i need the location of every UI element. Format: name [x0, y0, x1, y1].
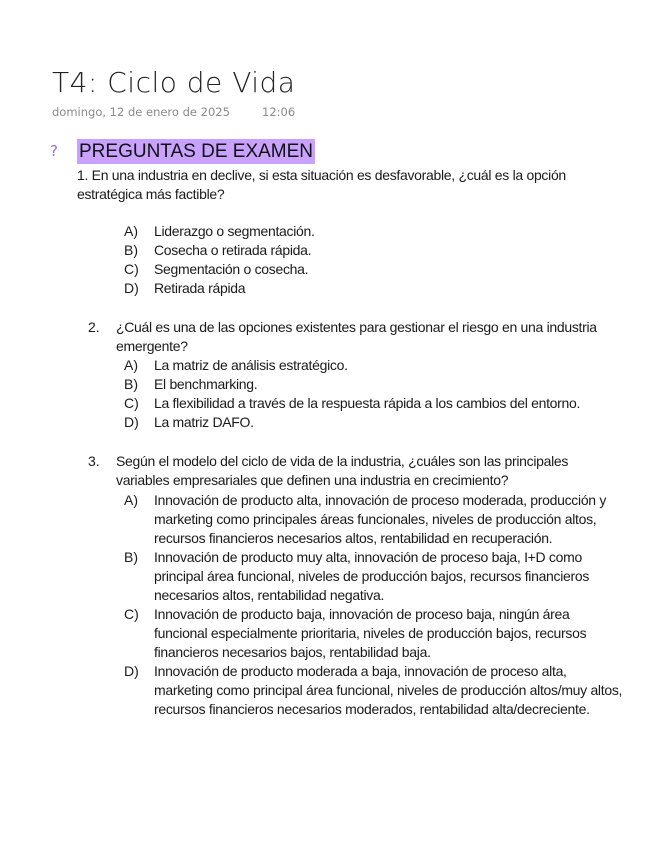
- q1-option-c-letter: C): [124, 261, 139, 277]
- q2-option-b-letter: B): [124, 376, 138, 392]
- section-heading: PREGUNTAS DE EXAMEN: [79, 141, 314, 162]
- q2-option-c-letter: C): [124, 395, 139, 411]
- note-date: domingo, 12 de enero de 2025: [52, 105, 230, 119]
- q1-option-a-letter: A): [124, 223, 138, 239]
- q1-option-b-letter: B): [124, 242, 138, 258]
- q3-option-a-text: Innovación de producto alta, innovación de proceso moderada, producción y marketing como principales áreas funcionales, niveles de producción altos, recursos financieros necesarios altos, rentabilidad en recuperación.: [154, 492, 607, 546]
- q2-option-b-text: El benchmarking.: [154, 376, 258, 392]
- question-icon[interactable]: ?: [50, 142, 58, 160]
- q1-option-d-text: Retirada rápida: [154, 280, 246, 296]
- q3-option-a-letter: A): [124, 492, 138, 508]
- page-title[interactable]: T4: Ciclo de Vida: [52, 66, 296, 99]
- q1-option-b-text: Cosecha o retirada rápida.: [154, 242, 312, 258]
- question-3-number: 3.: [88, 453, 100, 469]
- note-time: 12:06: [262, 105, 296, 119]
- q1-option-c-text: Segmentación o cosecha.: [154, 261, 309, 277]
- q3-option-c-text: Innovación de producto baja, innovación de proceso baja, ningún área funcional especialmente prioritaria, niveles de producción bajos, recursos financieros necesarios bajos, rentabilidad baja.: [154, 606, 587, 660]
- q2-option-a-letter: A): [124, 357, 138, 373]
- q3-option-d-text: Innovación de producto moderada a baja, innovación de proceso alta, marketing como principal área funcional, niveles de producción altos/muy altos, recursos financieros necesarios moderados, rentabilidad alta/decreciente.: [154, 663, 623, 717]
- q3-option-c-letter: C): [124, 606, 139, 622]
- q1-option-a-text: Liderazgo o segmentación.: [154, 223, 315, 239]
- question-2-text: ¿Cuál es una de las opciones existentes para gestionar el riesgo en una industria emergente?: [116, 319, 597, 354]
- question-3-text: Según el modelo del ciclo de vida de la industria, ¿cuáles son las principales variables empresariales que definen una industria en crecimiento?: [116, 453, 569, 488]
- question-2-number: 2.: [88, 319, 100, 335]
- q2-option-c-text: La flexibilidad a través de la respuesta rápida a los cambios del entorno.: [154, 395, 581, 411]
- q3-option-b-text: Innovación de producto muy alta, innovación de proceso baja, I+D como principal área funcional, niveles de producción bajos, recursos financieros necesarios altos, rentabilidad negativa.: [154, 549, 590, 603]
- q2-option-a-text: La matriz de análisis estratégico.: [154, 357, 348, 373]
- q3-option-b-letter: B): [124, 549, 138, 565]
- q2-option-d-text: La matriz DAFO.: [154, 414, 254, 430]
- q2-option-d-letter: D): [124, 414, 139, 430]
- question-1-text: 1. En una industria en declive, si esta situación es desfavorable, ¿cuál es la opción estratégica más factible?: [77, 167, 566, 202]
- q3-option-d-letter: D): [124, 663, 139, 679]
- q1-option-d-letter: D): [124, 280, 139, 296]
